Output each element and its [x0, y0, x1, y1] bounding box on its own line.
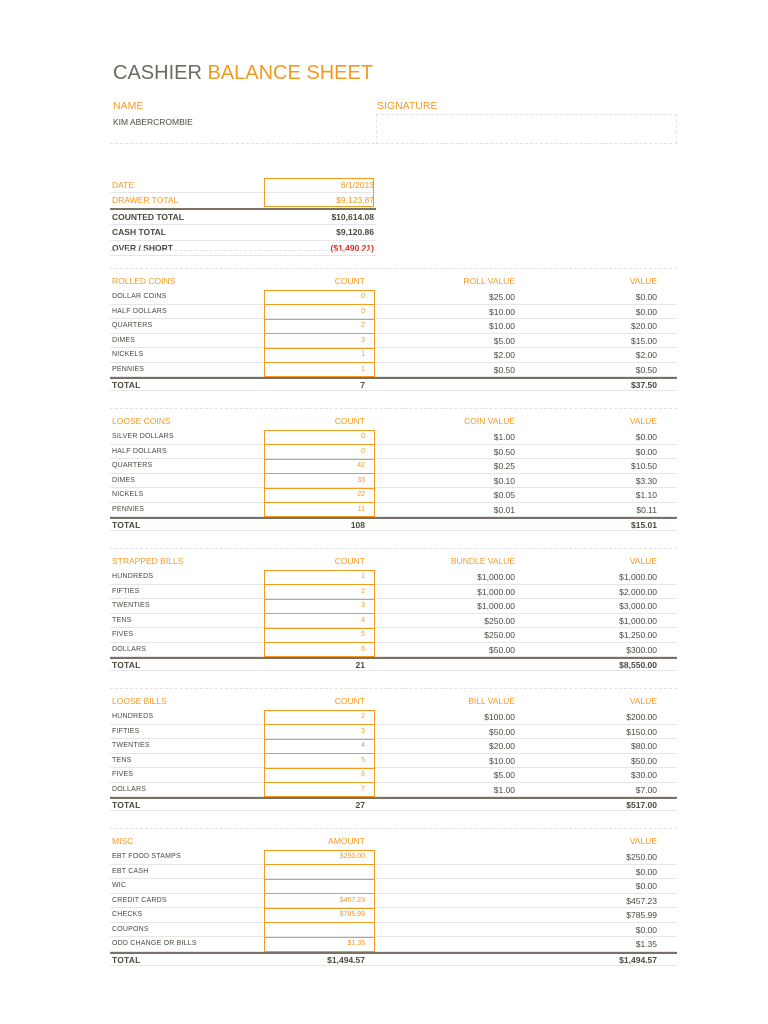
count-input[interactable]: 7 [361, 785, 365, 793]
table-row [110, 614, 677, 629]
name-label: NAME [113, 100, 144, 112]
unit-value: $1,000.00 [477, 601, 515, 611]
table-row [110, 865, 677, 880]
count-input[interactable]: 6 [361, 645, 365, 653]
section-header [110, 276, 677, 288]
unit-value: $50.00 [489, 726, 515, 737]
table-row [110, 643, 677, 658]
over-short-label: OVER / SHORT [112, 242, 173, 253]
table-row [110, 430, 677, 445]
total-row [110, 952, 677, 966]
section-header [110, 836, 677, 848]
unit-value: $10.00 [489, 306, 515, 317]
column-header: VALUE [629, 696, 657, 706]
cell-divider [265, 488, 374, 489]
row-label: QUARTERS [112, 322, 153, 329]
row-value: $1.10 [635, 490, 657, 500]
table-row [110, 319, 677, 334]
row-label: TWENTIES [112, 742, 150, 749]
date-value[interactable]: 6/1/2013 [340, 180, 374, 190]
divider [110, 268, 677, 269]
total-count: 108 [350, 520, 365, 530]
column-header: LOOSE COINS [112, 416, 171, 426]
count-input-column[interactable] [264, 290, 375, 377]
row-label: COUPONS [112, 925, 149, 933]
unit-value: $0.50 [493, 446, 515, 457]
total-label: TOTAL [112, 954, 141, 965]
unit-value: $25.00 [489, 292, 515, 302]
cell-divider [265, 502, 374, 503]
row-label: HUNDREDS [112, 713, 154, 720]
row-value: $1,000.00 [619, 615, 657, 626]
column-header: BILL VALUE [468, 696, 515, 706]
count-input-column[interactable] [264, 570, 375, 657]
column-header: VALUE [629, 836, 657, 846]
count-input[interactable]: 3 [361, 602, 365, 609]
table-row [110, 710, 677, 725]
row-value: $3.30 [635, 475, 657, 486]
row-value: $785.99 [626, 910, 657, 920]
count-input[interactable]: 0 [361, 433, 365, 440]
table-row [110, 503, 677, 518]
total-label: TOTAL [112, 380, 141, 390]
row-value: $20.00 [631, 321, 657, 331]
column-header: MISC [112, 836, 134, 846]
counted-total-row [110, 210, 376, 225]
table-row [110, 290, 677, 305]
unit-value: $20.00 [489, 741, 515, 751]
unit-value: $0.10 [493, 475, 515, 486]
total-label: TOTAL [112, 800, 141, 810]
cash-total-label: CASH TOTAL [112, 227, 166, 238]
column-header: VALUE [629, 276, 657, 286]
total-label: TOTAL [112, 660, 141, 670]
divider [110, 688, 677, 689]
table-row [110, 739, 677, 754]
unit-value: $1,000.00 [477, 572, 515, 582]
unit-value: $1,000.00 [477, 586, 515, 597]
cell-divider [265, 304, 374, 305]
total-row [110, 377, 677, 391]
row-label: SILVER DOLLARS [112, 433, 174, 440]
row-label: EBT FOOD STAMPS [112, 853, 181, 860]
counted-total-label: COUNTED TOTAL [112, 211, 184, 222]
count-input[interactable]: $250.00 [339, 853, 365, 860]
name-value[interactable]: KIM ABERCROMBIE [113, 117, 193, 127]
column-header: COUNT [334, 696, 365, 706]
count-input[interactable]: 0 [361, 307, 365, 315]
cell-divider [265, 893, 374, 894]
total-count: 27 [355, 800, 365, 810]
count-input[interactable]: 5 [361, 631, 365, 638]
total-label: TOTAL [112, 520, 141, 530]
count-input[interactable]: 42 [357, 462, 365, 469]
cell-divider [265, 922, 374, 923]
section-header [110, 556, 677, 568]
row-label: HALF DOLLARS [112, 307, 167, 315]
cell-divider [265, 724, 374, 725]
table-row [110, 768, 677, 783]
count-input[interactable]: 2 [361, 322, 365, 329]
row-value: $0.00 [635, 292, 657, 302]
table-row [110, 445, 677, 460]
row-label: DIMES [112, 476, 136, 484]
row-value: $457.23 [626, 895, 657, 906]
table-row [110, 488, 677, 503]
unit-value: $5.00 [493, 335, 515, 346]
row-value: $0.11 [636, 504, 657, 515]
total-value: $8,550.00 [619, 660, 657, 670]
table-row [110, 937, 677, 952]
row-value: $3,000.00 [619, 601, 657, 611]
row-value: $200.00 [626, 712, 657, 722]
row-label: NICKELS [112, 491, 144, 498]
table-row [110, 783, 677, 798]
row-value: $0.50 [635, 364, 657, 375]
column-header: STRAPPED BILLS [112, 556, 184, 566]
count-input-column[interactable] [264, 850, 375, 952]
cell-divider [265, 362, 374, 363]
row-value: $7.00 [635, 784, 657, 795]
unit-value: $250.00 [484, 615, 515, 626]
cell-divider [265, 613, 374, 614]
row-value: $2.00 [635, 350, 657, 360]
cell-divider [265, 444, 374, 445]
row-value: $0.00 [635, 432, 657, 442]
row-label: ODD CHANGE OR BILLS [112, 940, 197, 947]
row-label: NICKELS [112, 351, 144, 358]
row-label: DOLLARS [112, 785, 147, 793]
cell-divider [265, 319, 374, 320]
unit-value: $0.05 [493, 490, 515, 500]
unit-value: $1.00 [493, 784, 515, 795]
count-input[interactable]: $457.23 [339, 896, 365, 904]
row-value: $0.00 [635, 881, 657, 891]
row-label: EBT CASH [112, 867, 149, 875]
row-value: $50.00 [631, 755, 657, 766]
row-label: WIC [112, 882, 127, 889]
counted-total-value: $10,614.08 [331, 211, 374, 222]
count-input-column[interactable] [264, 430, 375, 517]
row-label: HALF DOLLARS [112, 447, 167, 455]
total-count: 21 [355, 660, 365, 670]
over-short-value: ($1,490.21) [330, 242, 374, 253]
count-input[interactable]: 4 [361, 616, 365, 624]
count-input[interactable]: 1 [361, 351, 365, 358]
row-label: TENS [112, 616, 132, 624]
signature-label: SIGNATURE [377, 100, 438, 112]
cash-total-value: $9,120.86 [336, 227, 374, 238]
over-short-row [110, 241, 376, 256]
total-value: $15.01 [631, 520, 657, 530]
table-row [110, 754, 677, 769]
cell-divider [265, 628, 374, 629]
cell-divider [265, 937, 374, 938]
row-label: FIFTIES [112, 587, 140, 595]
column-header: LOOSE BILLS [112, 696, 167, 706]
unit-value: $0.25 [493, 461, 515, 471]
row-value: $150.00 [626, 726, 657, 737]
signature-field[interactable] [376, 114, 677, 144]
total-row [110, 797, 677, 811]
cell-divider [265, 864, 374, 865]
row-value: $1,000.00 [619, 572, 657, 582]
row-value: $0.00 [635, 866, 657, 877]
count-input-column[interactable] [264, 710, 375, 797]
row-value: $0.00 [635, 924, 657, 935]
column-header: VALUE [629, 556, 657, 566]
row-value: $80.00 [631, 741, 657, 751]
count-input[interactable]: 5 [361, 756, 365, 764]
unit-value: $250.00 [484, 630, 515, 640]
table-row [110, 908, 677, 923]
column-header: BUNDLE VALUE [450, 556, 515, 566]
count-input[interactable]: 6 [361, 771, 365, 778]
row-label: TENS [112, 756, 132, 764]
row-label: CREDIT CARDS [112, 896, 167, 904]
count-input[interactable]: 1 [361, 365, 365, 373]
row-label: FIVES [112, 631, 134, 638]
divider [110, 548, 677, 549]
row-label: QUARTERS [112, 462, 153, 469]
table-row [110, 599, 677, 614]
cell-divider [265, 739, 374, 740]
divider [110, 408, 677, 409]
row-value: $10.50 [631, 461, 657, 471]
column-header: COUNT [334, 556, 365, 566]
title-part-1: CASHIER [113, 62, 202, 84]
total-value: $37.50 [631, 380, 657, 390]
table-row [110, 570, 677, 585]
unit-value: $50.00 [489, 644, 515, 655]
unit-value: $0.50 [493, 364, 515, 375]
row-label: TWENTIES [112, 602, 150, 609]
column-header: COUNT [334, 276, 365, 286]
total-row [110, 517, 677, 531]
unit-value: $1.00 [493, 432, 515, 442]
count-input[interactable]: 3 [361, 727, 365, 735]
count-input[interactable]: 0 [361, 293, 365, 300]
row-value: $15.00 [631, 335, 657, 346]
column-header: COUNT [334, 416, 365, 426]
cell-divider [265, 753, 374, 754]
column-header: COIN VALUE [464, 416, 515, 426]
cell-divider [265, 768, 374, 769]
input-box [264, 178, 374, 207]
cash-total-row [110, 225, 376, 240]
section-header [110, 416, 677, 428]
row-label: DIMES [112, 336, 136, 344]
table-row [110, 628, 677, 643]
table-row [110, 850, 677, 865]
count-input[interactable]: 0 [361, 447, 365, 455]
table-row [110, 585, 677, 600]
row-label: FIFTIES [112, 727, 140, 735]
cell-divider [265, 642, 374, 643]
cell-divider [265, 599, 374, 600]
row-label: PENNIES [112, 365, 145, 373]
count-input[interactable]: 3 [361, 336, 365, 344]
unit-value: $10.00 [489, 321, 515, 331]
row-label: FIVES [112, 771, 134, 778]
total-value: $1,494.57 [619, 954, 657, 965]
unit-value: $2.00 [493, 350, 515, 360]
table-row [110, 363, 677, 378]
cell-divider [265, 908, 374, 909]
column-header: ROLL VALUE [463, 276, 515, 286]
row-label: HUNDREDS [112, 573, 154, 580]
cell-divider [265, 348, 374, 349]
count-input[interactable]: 4 [361, 742, 365, 749]
table-row [110, 459, 677, 474]
row-value: $1,250.00 [619, 630, 657, 640]
table-row [110, 474, 677, 489]
total-count: 7 [360, 380, 365, 390]
row-label: DOLLARS [112, 645, 147, 653]
cell-divider [265, 584, 374, 585]
table-row [110, 923, 677, 938]
cell-divider [265, 459, 374, 460]
count-input[interactable]: 11 [357, 505, 365, 513]
divider [110, 143, 375, 144]
page-title [113, 62, 373, 85]
cell-divider [265, 782, 374, 783]
count-input[interactable]: 22 [357, 491, 365, 498]
cell-divider [265, 879, 374, 880]
count-input[interactable]: 33 [357, 476, 365, 484]
total-value: $517.00 [626, 800, 657, 810]
table-row [110, 334, 677, 349]
drawer-total-label: DRAWER TOTAL [112, 195, 179, 206]
section-header [110, 696, 677, 708]
row-value: $0.00 [635, 306, 657, 317]
unit-value: $10.00 [489, 755, 515, 766]
row-value: $250.00 [626, 852, 657, 862]
table-row [110, 725, 677, 740]
table-row [110, 894, 677, 909]
column-header: VALUE [629, 416, 657, 426]
table-row [110, 305, 677, 320]
date-label: DATE [112, 180, 135, 190]
unit-value: $100.00 [484, 712, 515, 722]
cell-divider [265, 473, 374, 474]
row-value: $1.35 [635, 939, 657, 949]
drawer-total-value[interactable]: $9,123.87 [336, 195, 374, 206]
title-part-2: BALANCE SHEET [207, 62, 374, 84]
row-value: $2,000.00 [619, 586, 657, 597]
total-row [110, 657, 677, 671]
column-header: ROLLED COINS [112, 276, 176, 286]
unit-value: $5.00 [493, 770, 515, 780]
cell-divider [265, 333, 374, 334]
count-input[interactable]: $785.99 [339, 911, 365, 918]
divider [110, 250, 376, 251]
row-value: $30.00 [631, 770, 657, 780]
row-value: $300.00 [626, 644, 657, 655]
row-label: PENNIES [112, 505, 145, 513]
row-value: $0.00 [635, 446, 657, 457]
table-row [110, 348, 677, 363]
count-input[interactable]: $1.35 [347, 940, 365, 947]
table-row [110, 879, 677, 894]
column-header: AMOUNT [328, 836, 365, 846]
row-label: DOLLAR COINS [112, 293, 167, 300]
count-input[interactable]: 1 [361, 573, 365, 580]
count-input[interactable]: 2 [361, 713, 365, 720]
unit-value: $0.01 [493, 504, 515, 515]
divider [110, 828, 677, 829]
row-label: CHECKS [112, 911, 143, 918]
total-count: $1,494.57 [327, 954, 365, 965]
count-input[interactable]: 2 [361, 587, 365, 595]
